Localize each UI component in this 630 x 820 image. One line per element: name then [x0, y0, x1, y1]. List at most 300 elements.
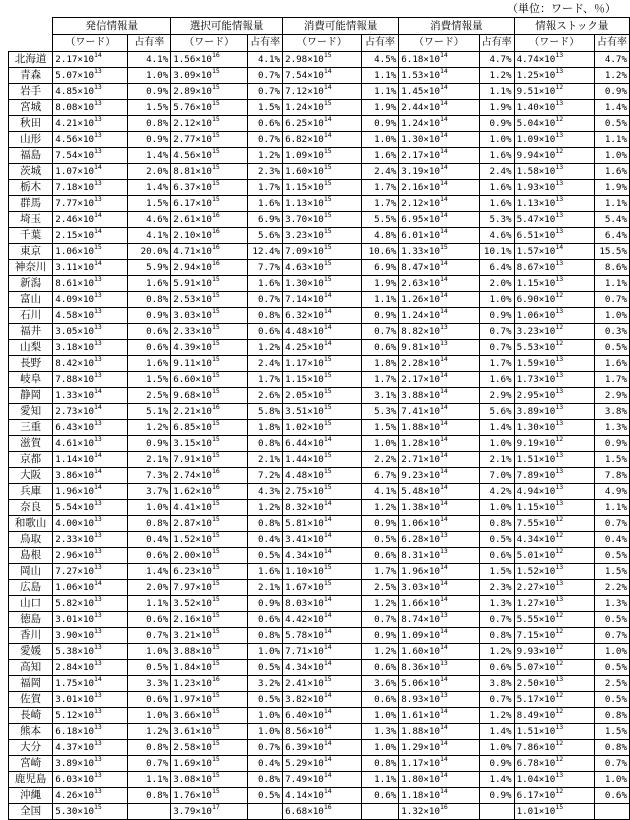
value-cell	[171, 404, 248, 420]
value-mantissa: 1.88×10	[401, 726, 440, 737]
share-cell: 2.5%	[361, 580, 399, 596]
value-exponent: 13	[555, 675, 564, 683]
share-cell	[594, 804, 629, 820]
value-mantissa: 1.44×10	[285, 454, 324, 465]
share-cell: 1.6%	[594, 164, 629, 180]
prefecture-name: 熊本	[9, 724, 53, 740]
share-cell: 4.1%	[128, 228, 171, 244]
share-cell: 1.2%	[479, 644, 514, 660]
value-mantissa: 1.17×10	[285, 358, 324, 369]
value-exponent: 14	[440, 707, 448, 715]
value-mantissa: 2.21×10	[173, 406, 212, 417]
value-mantissa: 3.01×10	[55, 694, 95, 705]
share-cell: 1.4%	[128, 148, 171, 164]
value-cell	[53, 100, 128, 116]
share-cell: 1.7%	[361, 372, 399, 388]
value-mantissa: 5.04×10	[516, 118, 556, 129]
share-cell: 2.9%	[479, 388, 514, 404]
value-cell	[171, 676, 248, 692]
value-exponent: 14	[94, 451, 102, 459]
value-exponent: 15	[211, 115, 220, 123]
share-cell: 0.9%	[361, 116, 399, 132]
share-cell: 0.8%	[594, 740, 629, 756]
value-exponent: 13	[94, 339, 102, 347]
table-row	[9, 388, 630, 404]
value-mantissa: 7.54×10	[55, 150, 95, 161]
value-mantissa: 1.61×10	[401, 710, 440, 721]
value-mantissa: 1.30×10	[401, 134, 440, 145]
value-exponent: 16	[211, 259, 220, 267]
share-cell: 3.2%	[248, 676, 283, 692]
value-cell	[283, 484, 362, 500]
share-cell: 2.2%	[361, 452, 399, 468]
value-mantissa: 2.17×10	[401, 374, 440, 385]
table-row	[9, 164, 630, 180]
value-cell	[399, 708, 479, 724]
value-cell	[514, 404, 594, 420]
share-cell: 0.5%	[479, 532, 514, 548]
value-exponent: 13	[440, 659, 448, 667]
value-mantissa: 8.49×10	[516, 710, 556, 721]
value-exponent: 14	[323, 627, 332, 635]
value-mantissa: 1.93×10	[516, 182, 556, 193]
share-cell: 1.6%	[248, 276, 283, 292]
header-group: 発信情報量	[53, 18, 171, 35]
share-cell: 1.2%	[248, 500, 283, 516]
share-cell: 0.4%	[248, 756, 283, 772]
share-cell: 2.4%	[361, 164, 399, 180]
share-cell: 5.4%	[594, 212, 629, 228]
value-cell	[399, 324, 479, 340]
value-mantissa: 4.71×10	[173, 246, 212, 257]
value-mantissa: 1.60×10	[285, 166, 324, 177]
value-mantissa: 5.78×10	[285, 630, 324, 641]
share-cell: 0.9%	[479, 116, 514, 132]
value-exponent: 13	[94, 723, 102, 731]
value-mantissa: 2.44×10	[401, 102, 440, 113]
value-exponent: 12	[555, 739, 564, 747]
value-exponent: 14	[440, 627, 448, 635]
value-exponent: 14	[323, 691, 332, 699]
value-exponent: 14	[440, 579, 448, 587]
value-mantissa: 6.39×10	[285, 742, 324, 753]
value-cell	[399, 804, 479, 820]
value-mantissa: 8.67×10	[516, 262, 556, 273]
value-mantissa: 4.48×10	[285, 326, 324, 337]
value-exponent: 15	[211, 723, 220, 731]
value-mantissa: 3.66×10	[173, 710, 212, 721]
share-cell: 7.2%	[248, 468, 283, 484]
value-mantissa: 2.75×10	[285, 486, 324, 497]
share-cell: 4.1%	[361, 484, 399, 500]
share-cell: 5.5%	[361, 212, 399, 228]
share-cell: 0.6%	[128, 340, 171, 356]
value-mantissa: 6.18×10	[55, 726, 95, 737]
share-cell: 3.8%	[479, 676, 514, 692]
value-mantissa: 3.70×10	[285, 214, 324, 225]
share-cell: 0.8%	[248, 628, 283, 644]
value-exponent: 12	[555, 627, 564, 635]
value-exponent: 13	[555, 259, 564, 267]
value-exponent: 14	[440, 307, 448, 315]
share-cell: 2.1%	[248, 452, 283, 468]
value-cell	[171, 308, 248, 324]
value-mantissa: 7.27×10	[55, 566, 95, 577]
share-cell: 1.6%	[479, 196, 514, 212]
value-exponent: 15	[323, 147, 332, 155]
share-cell: 0.5%	[248, 692, 283, 708]
share-cell: 0.9%	[128, 308, 171, 324]
share-cell: 1.1%	[361, 772, 399, 788]
value-cell	[171, 724, 248, 740]
share-cell: 0.9%	[128, 132, 171, 148]
value-cell	[399, 644, 479, 660]
share-cell: 1.0%	[479, 132, 514, 148]
value-mantissa: 8.74×10	[401, 614, 440, 625]
value-exponent: 12	[555, 787, 564, 795]
value-exponent: 13	[94, 563, 102, 571]
value-mantissa: 1.09×10	[401, 630, 440, 641]
value-mantissa: 4.34×10	[285, 550, 324, 561]
value-cell	[514, 148, 594, 164]
value-cell	[514, 612, 594, 628]
table-row	[9, 276, 630, 292]
value-mantissa: 3.52×10	[173, 598, 212, 609]
header-group: 消費可能情報量	[283, 18, 399, 35]
value-cell	[283, 116, 362, 132]
share-cell: 2.3%	[479, 580, 514, 596]
share-cell: 0.7%	[594, 516, 629, 532]
value-mantissa: 5.17×10	[516, 694, 556, 705]
share-cell: 1.6%	[479, 180, 514, 196]
value-exponent: 14	[94, 579, 102, 587]
value-cell	[514, 180, 594, 196]
value-mantissa: 2.27×10	[516, 582, 556, 593]
value-exponent: 14	[440, 435, 448, 443]
value-cell	[171, 52, 248, 68]
prefecture-name: 香川	[9, 628, 53, 644]
share-cell: 1.0%	[128, 644, 171, 660]
value-cell	[53, 452, 128, 468]
table-row	[9, 228, 630, 244]
share-cell: 1.0%	[128, 68, 171, 84]
value-exponent: 13	[555, 419, 564, 427]
value-cell	[171, 612, 248, 628]
value-exponent: 15	[211, 435, 220, 443]
share-cell: 1.0%	[248, 708, 283, 724]
table-row	[9, 548, 630, 564]
value-cell	[53, 548, 128, 564]
value-exponent: 16	[211, 51, 220, 59]
header-group: 選択可能情報量	[171, 18, 283, 35]
value-exponent: 15	[555, 803, 564, 811]
value-cell	[399, 164, 479, 180]
value-mantissa: 3.89×10	[516, 406, 556, 417]
prefecture-name: 大阪	[9, 468, 53, 484]
share-cell: 6.4%	[479, 260, 514, 276]
corner-cell	[9, 18, 53, 52]
value-exponent: 13	[555, 51, 564, 59]
value-exponent: 15	[211, 499, 220, 507]
value-mantissa: 9.23×10	[401, 470, 440, 481]
value-mantissa: 5.81×10	[285, 518, 324, 529]
value-exponent: 14	[323, 67, 332, 75]
value-exponent: 15	[323, 467, 332, 475]
value-cell	[53, 52, 128, 68]
value-exponent: 14	[555, 243, 564, 251]
value-cell	[283, 164, 362, 180]
value-exponent: 13	[555, 563, 564, 571]
value-cell	[514, 132, 594, 148]
value-exponent: 13	[94, 147, 102, 155]
value-exponent: 15	[211, 339, 220, 347]
value-exponent: 15	[211, 307, 220, 315]
share-cell: 0.8%	[128, 116, 171, 132]
value-mantissa: 6.17×10	[173, 198, 212, 209]
value-mantissa: 2.17×10	[401, 150, 440, 161]
share-cell: 1.1%	[128, 772, 171, 788]
value-mantissa: 6.01×10	[401, 230, 440, 241]
share-cell: 2.0%	[128, 580, 171, 596]
share-cell: 0.9%	[479, 788, 514, 804]
table-row	[9, 452, 630, 468]
prefecture-name: 栃木	[9, 180, 53, 196]
value-mantissa: 3.79×10	[173, 806, 212, 817]
value-mantissa: 6.03×10	[55, 774, 95, 785]
table-row	[9, 292, 630, 308]
share-cell: 0.7%	[361, 612, 399, 628]
value-mantissa: 9.19×10	[516, 438, 556, 449]
share-cell: 0.7%	[479, 612, 514, 628]
value-exponent: 13	[555, 451, 564, 459]
value-exponent: 15	[323, 243, 332, 251]
value-mantissa: 1.51×10	[516, 726, 556, 737]
value-exponent: 12	[555, 659, 564, 667]
share-cell: 0.8%	[479, 628, 514, 644]
value-exponent: 13	[555, 355, 564, 363]
value-mantissa: 1.80×10	[401, 774, 440, 785]
value-exponent: 15	[323, 419, 332, 427]
value-cell	[399, 532, 479, 548]
value-exponent: 17	[211, 803, 220, 811]
value-mantissa: 1.96×10	[55, 486, 95, 497]
value-cell	[283, 228, 362, 244]
value-exponent: 15	[440, 243, 448, 251]
table-row	[9, 52, 630, 68]
value-cell	[53, 164, 128, 180]
table-row	[9, 212, 630, 228]
value-exponent: 15	[323, 211, 332, 219]
value-exponent: 13	[94, 643, 102, 651]
value-cell	[171, 388, 248, 404]
share-cell: 1.4%	[479, 772, 514, 788]
value-mantissa: 5.55×10	[516, 614, 556, 625]
value-exponent: 12	[555, 547, 564, 555]
table-row	[9, 724, 630, 740]
prefecture-name: 茨城	[9, 164, 53, 180]
value-mantissa: 2.53×10	[173, 294, 212, 305]
value-exponent: 13	[94, 371, 102, 379]
share-cell: 0.6%	[594, 788, 629, 804]
value-mantissa: 3.41×10	[285, 534, 324, 545]
value-exponent: 13	[94, 787, 102, 795]
value-cell	[171, 164, 248, 180]
value-mantissa: 9.11×10	[173, 358, 212, 369]
share-cell: 0.8%	[248, 436, 283, 452]
share-cell: 5.3%	[361, 404, 399, 420]
value-mantissa: 1.01×10	[516, 806, 556, 817]
value-exponent: 14	[323, 131, 332, 139]
share-cell: 4.7%	[479, 52, 514, 68]
value-exponent: 15	[211, 291, 220, 299]
share-cell: 1.4%	[479, 724, 514, 740]
share-cell: 6.9%	[248, 212, 283, 228]
share-cell: 1.3%	[594, 420, 629, 436]
table-row	[9, 500, 630, 516]
prefecture-name: 佐賀	[9, 692, 53, 708]
share-cell: 4.2%	[479, 484, 514, 500]
value-mantissa: 7.55×10	[516, 518, 556, 529]
table-row	[9, 484, 630, 500]
share-cell: 7.8%	[594, 468, 629, 484]
share-cell: 0.5%	[594, 612, 629, 628]
value-mantissa: 2.16×10	[401, 182, 440, 193]
value-cell	[514, 244, 594, 260]
value-cell	[399, 228, 479, 244]
value-exponent: 13	[555, 163, 564, 171]
share-cell: 4.1%	[128, 52, 171, 68]
value-cell	[283, 324, 362, 340]
value-cell	[514, 100, 594, 116]
value-cell	[171, 292, 248, 308]
share-cell: 1.0%	[128, 500, 171, 516]
share-cell: 8.6%	[594, 260, 629, 276]
share-cell: 0.5%	[248, 788, 283, 804]
share-cell: 0.7%	[479, 692, 514, 708]
value-cell	[399, 260, 479, 276]
value-mantissa: 2.73×10	[55, 406, 95, 417]
value-mantissa: 2.17×10	[55, 54, 95, 65]
value-exponent: 16	[211, 403, 220, 411]
value-exponent: 14	[440, 291, 448, 299]
table-row	[9, 580, 630, 596]
value-mantissa: 3.23×10	[516, 326, 556, 337]
share-cell: 0.6%	[128, 548, 171, 564]
value-exponent: 14	[323, 739, 332, 747]
share-cell: 0.7%	[248, 84, 283, 100]
value-exponent: 15	[323, 275, 332, 283]
value-cell	[283, 436, 362, 452]
table-row	[9, 676, 630, 692]
value-cell	[399, 596, 479, 612]
value-mantissa: 1.84×10	[173, 662, 212, 673]
value-exponent: 14	[323, 771, 332, 779]
value-exponent: 15	[211, 179, 220, 187]
value-cell	[399, 100, 479, 116]
value-mantissa: 1.67×10	[285, 582, 324, 593]
value-exponent: 14	[440, 99, 448, 107]
value-cell	[514, 292, 594, 308]
share-cell: 0.6%	[361, 692, 399, 708]
value-cell	[283, 660, 362, 676]
value-cell	[283, 340, 362, 356]
value-exponent: 15	[323, 675, 332, 683]
value-cell	[171, 532, 248, 548]
value-cell	[53, 84, 128, 100]
value-mantissa: 2.87×10	[173, 518, 212, 529]
value-mantissa: 2.05×10	[285, 390, 324, 401]
share-cell: 3.1%	[361, 388, 399, 404]
header-sub-share: 占有率	[248, 35, 283, 52]
prefecture-name: 東京	[9, 244, 53, 260]
value-mantissa: 8.93×10	[401, 694, 440, 705]
value-exponent: 14	[323, 787, 332, 795]
table-row	[9, 644, 630, 660]
share-cell: 10.6%	[361, 244, 399, 260]
value-exponent: 13	[94, 275, 102, 283]
share-cell: 0.6%	[128, 324, 171, 340]
value-mantissa: 1.07×10	[55, 166, 95, 177]
value-mantissa: 1.58×10	[516, 166, 556, 177]
value-cell	[53, 276, 128, 292]
value-cell	[53, 756, 128, 772]
value-mantissa: 6.25×10	[285, 118, 324, 129]
value-mantissa: 2.77×10	[173, 134, 212, 145]
share-cell: 2.0%	[479, 276, 514, 292]
value-mantissa: 6.28×10	[401, 534, 440, 545]
value-mantissa: 1.28×10	[401, 438, 440, 449]
unit-note: （単位：ワード、％）	[506, 2, 616, 15]
prefecture-name: 岩手	[9, 84, 53, 100]
share-cell: 1.2%	[361, 500, 399, 516]
share-cell: 1.0%	[594, 772, 629, 788]
value-mantissa: 1.17×10	[401, 758, 440, 769]
value-mantissa: 5.07×10	[55, 70, 95, 81]
value-mantissa: 1.75×10	[55, 678, 95, 689]
value-mantissa: 4.42×10	[285, 614, 324, 625]
prefecture-name: 広島	[9, 580, 53, 596]
table-row	[9, 244, 630, 260]
value-cell	[53, 212, 128, 228]
value-mantissa: 7.71×10	[285, 646, 324, 657]
value-mantissa: 4.34×10	[516, 534, 556, 545]
value-exponent: 14	[440, 771, 448, 779]
table-row	[9, 436, 630, 452]
value-mantissa: 9.94×10	[516, 150, 556, 161]
value-mantissa: 7.49×10	[285, 774, 324, 785]
value-mantissa: 4.39×10	[173, 342, 212, 353]
value-exponent: 14	[94, 51, 102, 59]
value-mantissa: 6.23×10	[173, 566, 212, 577]
share-cell: 1.1%	[594, 500, 629, 516]
value-exponent: 14	[440, 643, 448, 651]
value-mantissa: 6.37×10	[173, 182, 212, 193]
share-cell: 0.8%	[361, 756, 399, 772]
value-mantissa: 1.53×10	[401, 70, 440, 81]
value-mantissa: 8.31×10	[401, 550, 440, 561]
value-cell	[283, 532, 362, 548]
share-cell: 1.2%	[128, 420, 171, 436]
value-cell	[514, 532, 594, 548]
value-mantissa: 4.61×10	[55, 438, 95, 449]
value-mantissa: 2.74×10	[173, 470, 212, 481]
value-cell	[171, 356, 248, 372]
value-cell	[514, 436, 594, 452]
share-cell: 4.9%	[594, 484, 629, 500]
value-mantissa: 1.76×10	[173, 790, 212, 801]
value-mantissa: 2.94×10	[173, 262, 212, 273]
value-mantissa: 5.82×10	[55, 598, 95, 609]
